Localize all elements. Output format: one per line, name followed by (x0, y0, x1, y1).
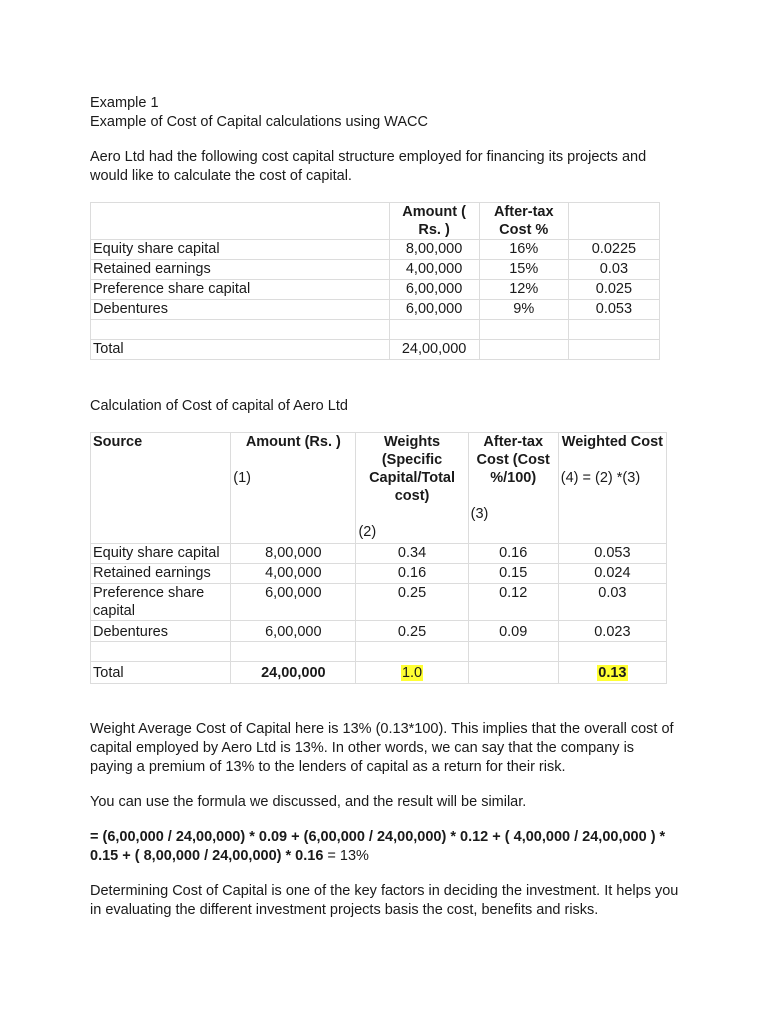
table-cell (91, 320, 390, 340)
table-cell: 0.12 (468, 584, 558, 621)
table-header-cell (356, 433, 468, 544)
intro-paragraph: Aero Ltd had the following cost capital structure employed for financing its projects and would like to calculate the cost of capital. (90, 149, 647, 184)
conclusion-paragraph: Determining Cost of Capital is one of the key factors in deciding the investment. It helps you in evaluating the different investment projects basis the cost, benefits and risks. (90, 883, 679, 918)
table-cell: 9% (479, 300, 568, 320)
table-cell: 0.34 (356, 544, 468, 564)
table-header-cell (231, 433, 356, 544)
table-cell: 12% (479, 280, 568, 300)
calc-title: Calculation of Cost of capital of Aero Ltd (90, 398, 348, 414)
highlighted-total-cost: 0.13 (598, 664, 627, 681)
table-cell: 0.15 (468, 564, 558, 584)
table-row (91, 260, 660, 280)
table-cell: 8,00,000 (231, 544, 356, 564)
table-cell: 6,00,000 (231, 584, 356, 621)
table-cell: 6,00,000 (231, 621, 356, 642)
table-cell: 0.16 (356, 564, 468, 584)
table-cell: 0.03 (558, 584, 666, 621)
wacc-calculation-table (90, 432, 667, 684)
table-cell: 0.025 (568, 280, 659, 300)
table-cell: 8,00,000 (389, 240, 479, 260)
table-header-cell (91, 203, 390, 240)
table-header-row (91, 433, 667, 544)
header-label: Weights (Specific Capital/Total cost) (369, 434, 455, 504)
table-cell: Debentures (91, 300, 390, 320)
table-header-cell (468, 433, 558, 544)
header-label: After-tax Cost (Cost %/100) (476, 434, 550, 486)
header-label: Weighted Cost (561, 434, 663, 450)
table-cell (91, 642, 231, 662)
table-cell: 0.0225 (568, 240, 659, 260)
table-cell: Preference share capital (91, 584, 231, 621)
table-header-cell: Amount ( Rs. ) (389, 203, 479, 240)
table-cell (468, 662, 558, 684)
table-cell: Retained earnings (91, 260, 390, 280)
table-cell: 0.25 (356, 584, 468, 621)
document-body (90, 94, 680, 920)
table-header-row (91, 203, 660, 240)
table-row (91, 240, 660, 260)
table-cell (356, 662, 468, 684)
table-cell (479, 320, 568, 340)
table-row (91, 280, 660, 300)
table-cell: 0.053 (558, 544, 666, 564)
subheading: Example of Cost of Capital calculations using WACC (90, 114, 428, 130)
table-header-cell (91, 433, 231, 544)
table-row (91, 300, 660, 320)
table-cell (558, 642, 666, 662)
highlighted-total-weight: 1.0 (401, 664, 423, 681)
table-cell: Debentures (91, 621, 231, 642)
heading: Example 1 (90, 95, 159, 111)
table-cell: 0.024 (558, 564, 666, 584)
table-cell: 15% (479, 260, 568, 280)
table-cell (479, 340, 568, 360)
cost-structure-table (90, 202, 660, 360)
header-label: Source (93, 434, 143, 450)
table-cell: 0.03 (568, 260, 659, 280)
table-cell (568, 340, 659, 360)
table-cell (356, 642, 468, 662)
header-note: (4) = (2) *(3) (560, 470, 641, 486)
table-cell: 24,00,000 (231, 662, 356, 684)
header-note: (3) (470, 506, 489, 522)
table-header-cell (558, 433, 666, 544)
table-cell: 16% (479, 240, 568, 260)
table-row (91, 621, 667, 642)
table-cell: Equity share capital (91, 544, 231, 564)
table-cell: Preference share capital (91, 280, 390, 300)
header-note: (1) (233, 470, 251, 486)
table-cell (468, 642, 558, 662)
table-cell: 0.053 (568, 300, 659, 320)
table-row (91, 642, 667, 662)
formula (90, 828, 680, 866)
table-row (91, 320, 660, 340)
table-cell: 0.09 (468, 621, 558, 642)
table-total-row (91, 340, 660, 360)
table-cell: Equity share capital (91, 240, 390, 260)
table-cell (568, 320, 659, 340)
formula-expression: = (6,00,000 / 24,00,000) * 0.09 + (6,00,000 / 24,00,000) * 0.12 + ( 4,00,000 / 24,00,000 ) * 0.15 + ( 8,00,000 / 24,00,000) * 0.16 (90, 829, 666, 864)
header-label: Amount (Rs. ) (245, 434, 341, 450)
table-cell: 4,00,000 (389, 260, 479, 280)
table-cell: Total (91, 662, 231, 684)
table-cell: 4,00,000 (231, 564, 356, 584)
table-cell: Retained earnings (91, 564, 231, 584)
table-cell: 0.16 (468, 544, 558, 564)
formula-note: You can use the formula we discussed, and the result will be similar. (90, 794, 527, 810)
table-row (91, 584, 667, 621)
table-cell: 24,00,000 (389, 340, 479, 360)
table-row (91, 564, 667, 584)
table-total-row (91, 662, 667, 684)
table-cell: 6,00,000 (389, 280, 479, 300)
header-note: (2) (358, 524, 377, 540)
formula-result: = 13% (323, 848, 369, 864)
table-row (91, 544, 667, 564)
table-header-cell: After-tax Cost % (479, 203, 568, 240)
table-cell (389, 320, 479, 340)
table-cell (231, 642, 356, 662)
table-header-cell (568, 203, 659, 240)
table-cell: 0.023 (558, 621, 666, 642)
table-cell: 6,00,000 (389, 300, 479, 320)
table-cell: 0.25 (356, 621, 468, 642)
table-cell: Total (91, 340, 390, 360)
wacc-explanation: Weight Average Cost of Capital here is 13% (0.13*100). This implies that the overall cost of capital employed by Aero Ltd is 13%. In other words, we can say that the company is paying a premium of 13% to the lenders of capital as a return for their risk. (90, 721, 674, 775)
table-cell (558, 662, 666, 684)
